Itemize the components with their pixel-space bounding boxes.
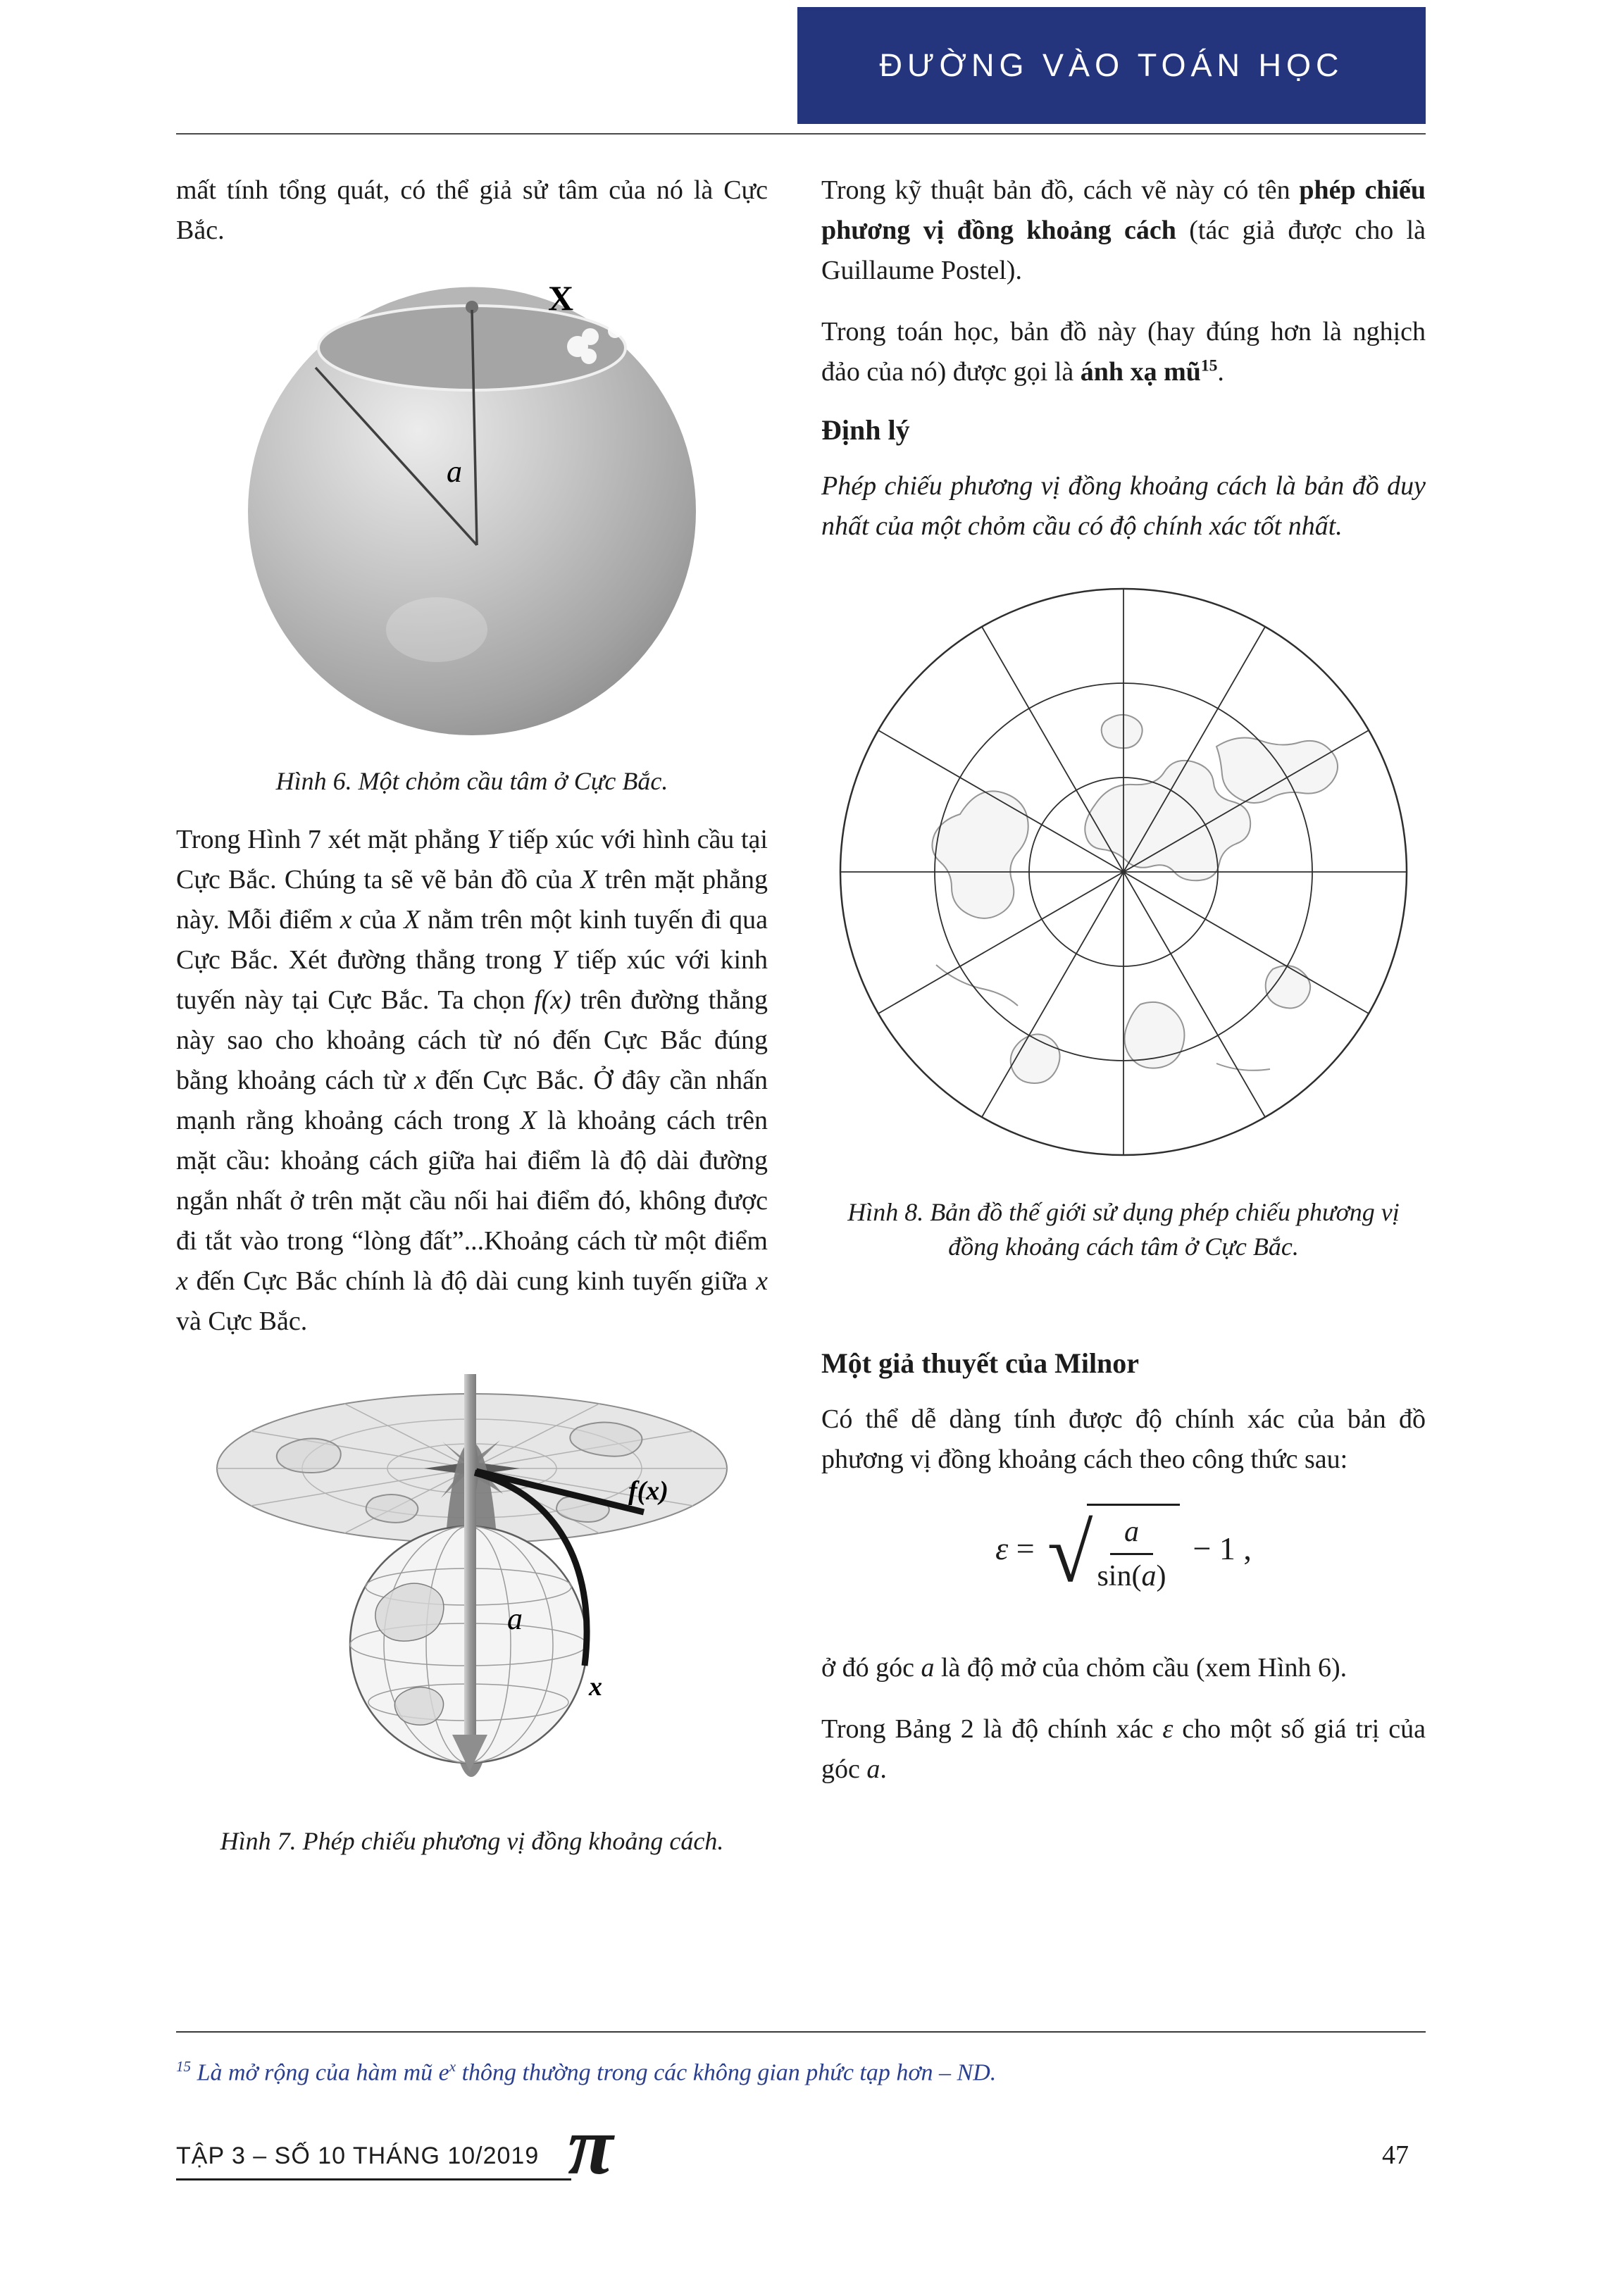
pi-logo: π	[568, 2100, 614, 2192]
header-rule	[176, 133, 1426, 135]
radical-body	[1087, 1504, 1180, 1593]
label-X: X	[548, 278, 574, 318]
figure-6-caption: Hình 6. Một chỏm cầu tâm ở Cực Bắc.	[275, 767, 668, 795]
paragraph-accuracy: Có thể dễ dàng tính được độ chính xác của bản đồ phương vị đồng khoảng cách theo công thức sau:	[821, 1404, 1426, 1475]
figure-7-caption: Hình 7. Phép chiếu phương vị đồng khoảng cách.	[220, 1826, 724, 1855]
axis-rod	[464, 1374, 476, 1737]
formula-lhs: ε =	[995, 1530, 1035, 1567]
theorem-text: Phép chiếu phương vị đồng khoảng cách là bản đồ duy nhất của một chỏm cầu có độ chính xác tốt nhất.	[821, 471, 1426, 541]
label-a: a	[447, 454, 462, 489]
figure-7	[176, 1363, 768, 1859]
figure-8	[821, 570, 1426, 1264]
label-x: x	[589, 1671, 602, 1702]
page-number: 47	[1382, 2140, 1409, 2170]
intro-paragraph: mất tính tổng quát, có thể giả sử tâm của nó là Cực Bắc.	[176, 175, 768, 245]
sphere-highlight	[386, 597, 487, 662]
label-a: a	[507, 1601, 523, 1636]
radical-sign: √	[1047, 1507, 1093, 1600]
left-column	[176, 170, 768, 1858]
continent-outlines	[932, 715, 1338, 1083]
paragraph-angle: ở đó góc a là độ mở của chỏm cầu (xem Hình 6).	[821, 1653, 1347, 1683]
footer-issue: TẬP 3 – SỐ 10 THÁNG 10/2019	[176, 2142, 571, 2180]
fraction-denominator: sin(a)	[1097, 1560, 1166, 1593]
fraction-numerator: a	[1110, 1515, 1153, 1555]
theorem-heading: Định lý	[821, 414, 910, 446]
figure-6	[176, 263, 768, 799]
figure-8-caption: Hình 8. Bản đồ thế giới sử dụng phép chiếu phương vị đồng khoảng cách tâm ở Cực Bắc.	[847, 1198, 1400, 1261]
footnote: $^{15}$ Là mở rộng của hàm mũ $e^x$ thông thường trong các không gian phức tạp hơn – ND.	[176, 2058, 997, 2086]
formula-tail: − 1 ,	[1193, 1530, 1252, 1567]
page-title: ĐƯỜNG VÀO TOÁN HỌC	[879, 47, 1344, 83]
formula-epsilon	[821, 1504, 1426, 1600]
paragraph-map-technique: Trong kỹ thuật bản đồ, cách vẽ này có tên phép chiếu phương vị đồng khoảng cách (tác giả được cho là Guillaume Postel).	[821, 175, 1426, 285]
label-fx: f(x)	[628, 1475, 668, 1506]
paragraph-table-ref: Trong Bảng 2 là độ chính xác ε cho một số giá trị của góc a.	[821, 1714, 1426, 1785]
footnote-rule	[176, 2031, 1426, 2033]
main-paragraph: Trong Hình 7 xét mặt phẳng Y tiếp xúc với hình cầu tại Cực Bắc. Chúng ta sẽ vẽ bản đồ của X trên mặt phẳng này. Mỗi điểm x của X nằm trên một kinh tuyến đi qua Cực Bắc. Xét đường thẳng trong Y tiếp xúc với kinh tuyến này tại Cực Bắc. Ta chọn f(x) trên đường thẳng này sao cho khoảng cách từ nó đến Cực Bắc đúng bằng khoảng cách từ x đến Cực Bắc. Ở đây cần nhấn mạnh rằng khoảng cách trong X là khoảng cách trên mặt cầu: khoảng cách giữa hai điểm là độ dài đường ngắn nhất ở trên mặt cầu nối hai điểm đó, không được đi tắt vào trong “lòng đất”...Khoảng cách từ một điểm x đến Cực Bắc chính là độ dài cung kinh tuyến giữa x và Cực Bắc.	[176, 824, 768, 1336]
paragraph-exponential-map: Trong toán học, bản đồ này (hay đúng hơn là nghịch đảo của nó) được gọi là ánh xạ $mũ^{15}$.	[821, 317, 1426, 387]
graticule	[840, 589, 1407, 1155]
sphere-cap-figure	[225, 263, 718, 749]
projection-diagram	[197, 1363, 747, 1778]
right-column	[821, 170, 1426, 1811]
milnor-heading: Một giả thuyết của Milnor	[821, 1347, 1140, 1380]
fraction	[1093, 1515, 1170, 1593]
polar-map-figure	[822, 570, 1425, 1173]
header-banner	[797, 7, 1426, 124]
